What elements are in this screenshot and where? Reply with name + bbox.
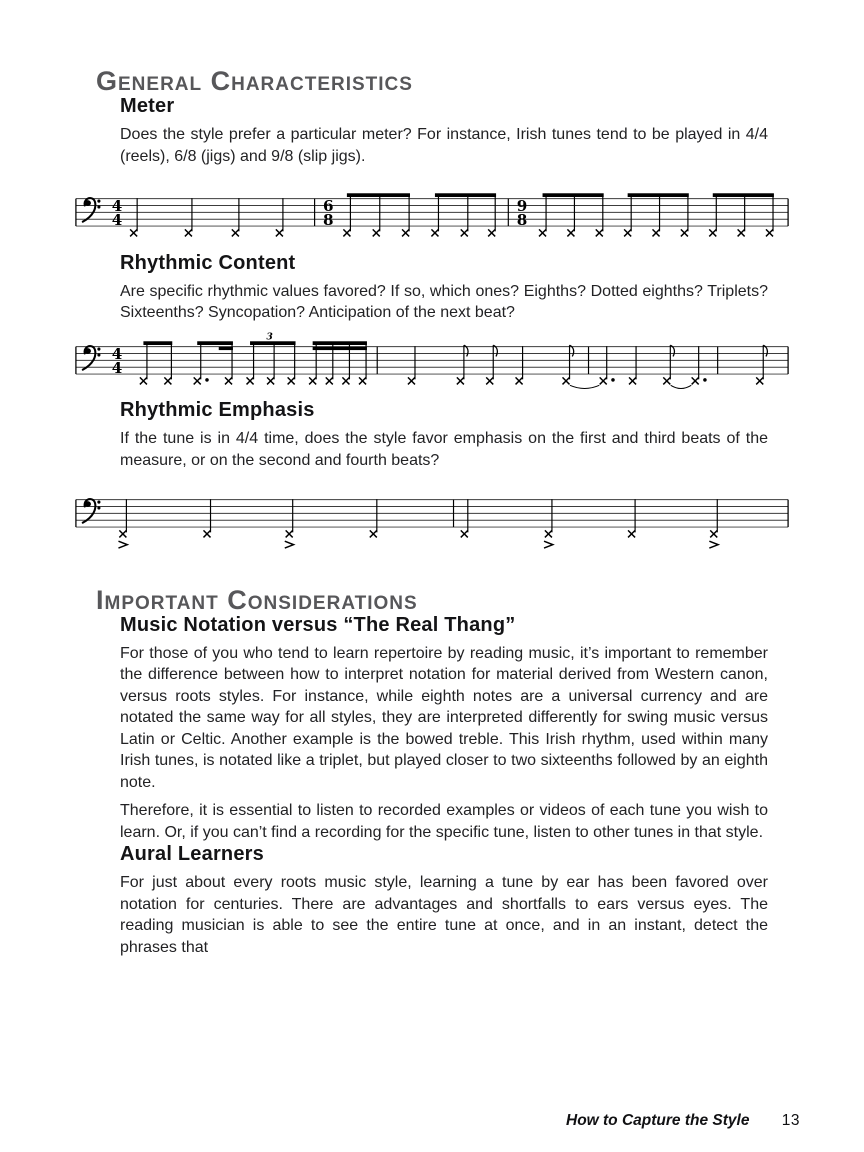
subheading-meter: Meter	[120, 95, 175, 117]
rhythmic-content-notation-staff	[72, 331, 792, 400]
subheading-rhythmic-emphasis: Rhythmic Emphasis	[120, 399, 315, 421]
heading-important-considerations: Important Considerations	[96, 584, 418, 615]
rhythmic-emphasis-notation-staff	[72, 484, 792, 553]
footer-book-title: How to Capture the Style	[566, 1112, 750, 1129]
svg-text:9: 9	[516, 197, 528, 216]
rhythmic-emphasis-paragraph: If the tune is in 4/4 time, does the style favor emphasis on the first and third beats of the measure, or on the second and fourth beats?	[120, 430, 768, 469]
svg-text:4: 4	[111, 344, 123, 363]
heading-general-characteristics: General Characteristics	[96, 66, 413, 96]
subheading-aural-learners: Aural Learners	[120, 843, 264, 865]
rhythmic-content-paragraph: Are specific rhythmic values favored? If so, which ones? Eighths? Dotted eighths? Triplets? Sixteenths? Syncopation? Anticipation of the next beat?	[120, 282, 768, 321]
meter-staff-svg	[72, 183, 792, 252]
footer-page-number: 13	[781, 1112, 800, 1129]
page-footer	[566, 1112, 800, 1130]
subheading-rhythmic-content: Rhythmic Content	[120, 251, 296, 274]
svg-text:6: 6	[323, 197, 334, 216]
rhythmic-emphasis-staff-svg	[72, 484, 792, 553]
rhythmic-content-staff-svg	[72, 331, 792, 400]
meter-paragraph: Does the style prefer a particular meter? For instance, Irish tunes tend to be played in 4/4 (reels), 6/8 (jigs) and 9/8 (slip jigs).	[120, 126, 768, 165]
notation-paragraph-1: For those of you who tend to learn repertoire by reading music, it’s important to remember the difference between how to interpret notation for material derived from Western canon, versus roots styles. For instance, while eighth notes are a universal currency and are notated the same way for all styles, they are interpreted differently for swing music versus Latin or Celtic. Another example is the bowed treble. This Irish rhythm, used within many Irish tunes, is notated like a triplet, but played closer to two sixteenths followed by an eighth note.	[120, 644, 768, 791]
notation-paragraph-2: Therefore, it is essential to listen to recorded examples or videos of each tune you wish to learn. Or, if you can’t find a recording for the specific tune, listen to other tunes in that style.	[120, 802, 768, 841]
svg-text:4: 4	[111, 358, 123, 377]
subheading-music-notation: Music Notation versus “The Real Thang”	[120, 613, 516, 636]
svg-text:3: 3	[266, 330, 273, 342]
meter-notation-staff	[72, 183, 792, 252]
svg-text:4: 4	[111, 210, 123, 229]
svg-text:4: 4	[111, 197, 123, 216]
aural-learners-paragraph: For just about every roots music style, learning a tune by ear has been favored over notation for centuries. There are advantages and shortfalls to ears versus eyes. The reading musician is able to see the entire tune at once, and in an instant, detect the phrases that	[120, 874, 768, 956]
svg-text:8: 8	[323, 210, 334, 229]
svg-text:8: 8	[516, 210, 528, 229]
